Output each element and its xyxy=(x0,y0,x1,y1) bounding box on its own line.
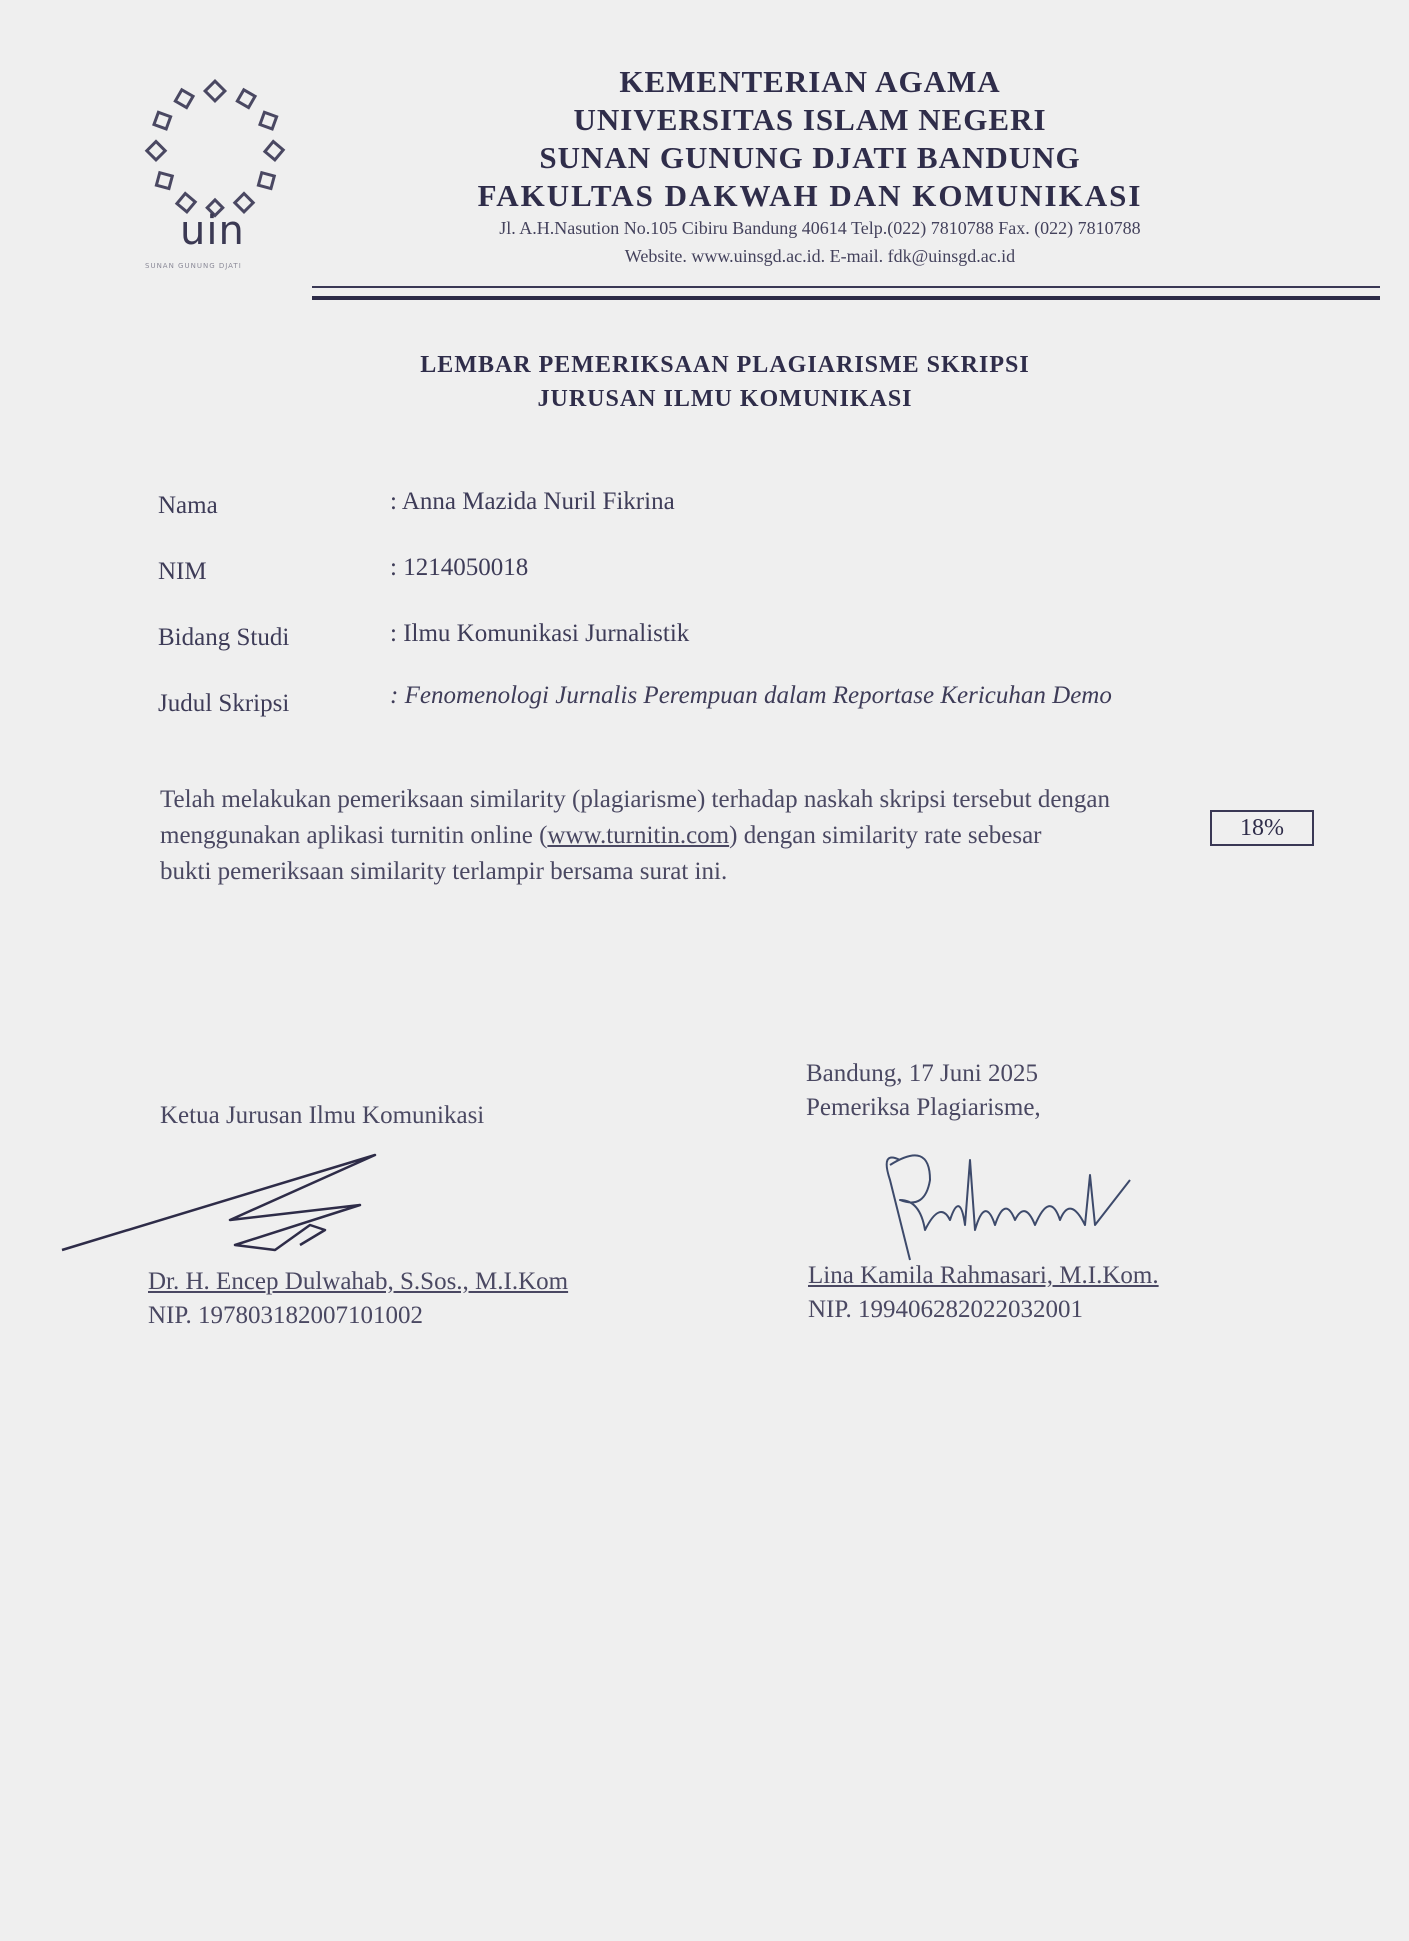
turnitin-link[interactable]: www.turnitin.com xyxy=(547,822,730,849)
examiner-signature-icon xyxy=(870,1140,1160,1270)
field-value-nim: : 1214050018 xyxy=(390,554,529,581)
header-faculty: FAKULTAS DAKWAH DAN KOMUNIKASI xyxy=(477,178,1143,213)
field-value-judul-skripsi: : Fenomenologi Jurnalis Perempuan dalam Reportase Kericuhan Demo xyxy=(390,682,1112,709)
place-date: Bandung, 17 Juni 2025 xyxy=(806,1060,1038,1087)
statement-line-2-post: ) dengan similarity rate sebesar xyxy=(729,822,1042,849)
field-label-nama: Nama xyxy=(158,492,218,519)
letterhead-divider-thick xyxy=(312,296,1380,300)
logo-tagline: SUNAN GUNUNG DJATI xyxy=(145,262,242,270)
header-ministry: KEMENTERIAN AGAMA xyxy=(619,64,1001,99)
header-campus: SUNAN GUNUNG DJATI BANDUNG xyxy=(539,140,1081,175)
statement-line-2-pre: menggunakan aplikasi turnitin online ( xyxy=(160,822,548,849)
document-subtitle: JURUSAN ILMU KOMUNIKASI xyxy=(537,386,913,412)
head-nip: NIP. 197803182007101002 xyxy=(148,1302,424,1329)
letterhead-divider-thin xyxy=(312,286,1380,288)
field-label-judul-skripsi: Judul Skripsi xyxy=(158,690,290,717)
document-title: LEMBAR PEMERIKSAAN PLAGIARISME SKRIPSI xyxy=(420,352,1030,378)
head-role: Ketua Jurusan Ilmu Komunikasi xyxy=(160,1102,485,1129)
field-label-nim: NIM xyxy=(158,558,207,585)
statement-line-2 xyxy=(160,822,1042,850)
field-value-nama: : Anna Mazida Nuril Fikrina xyxy=(390,488,675,515)
field-value-bidang-studi: : Ilmu Komunikasi Jurnalistik xyxy=(390,620,690,647)
head-name: Dr. H. Encep Dulwahab, S.Sos., M.I.Kom xyxy=(148,1268,569,1295)
examiner-role: Pemeriksa Plagiarisme, xyxy=(806,1094,1041,1121)
head-signature-icon xyxy=(60,1150,420,1260)
field-label-bidang-studi: Bidang Studi xyxy=(158,624,290,651)
examiner-name: Lina Kamila Rahmasari, M.I.Kom. xyxy=(808,1262,1159,1289)
statement-line-1: Telah melakukan pemeriksaan similarity (plagiarisme) terhadap naskah skripsi tersebut dengan xyxy=(160,786,1111,813)
header-website: Website. www.uinsgd.ac.id. E-mail. fdk@uinsgd.ac.id xyxy=(624,246,1016,266)
logo-wordmark: uin xyxy=(180,208,245,254)
similarity-rate-box: 18% xyxy=(1210,810,1314,846)
header-university: UNIVERSITAS ISLAM NEGERI xyxy=(573,102,1047,137)
examiner-nip: NIP. 199406282022032001 xyxy=(808,1296,1084,1323)
statement-line-3: bukti pemeriksaan similarity terlampir bersama surat ini. xyxy=(160,858,728,885)
header-address: Jl. A.H.Nasution No.105 Cibiru Bandung 40614 Telp.(022) 7810788 Fax. (022) 7810788 xyxy=(499,218,1141,238)
